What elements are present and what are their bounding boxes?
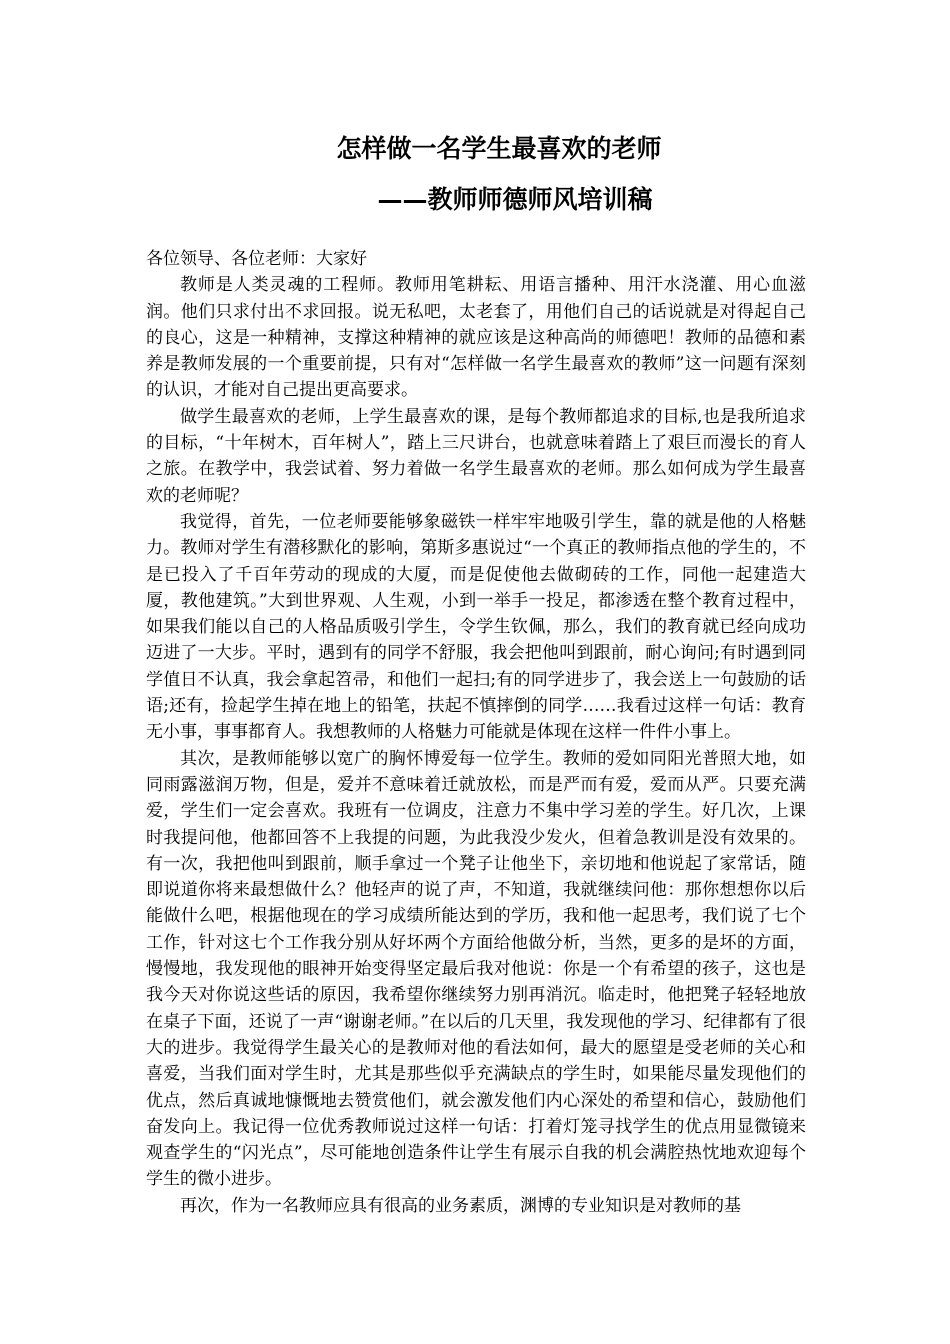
document-subtitle: ——教师师德师风培训稿 xyxy=(377,185,653,214)
paragraph-third: 再次，作为一名教师应具有很高的业务素质，渊博的专业知识是对教师的基 xyxy=(180,1195,741,1216)
document-title: 怎样做一名学生最喜欢的老师 xyxy=(336,134,662,163)
salutation: 各位领导、各位老师：大家好 xyxy=(146,249,367,269)
paragraph-goal: 做学生最喜欢的老师，上学生最喜欢的课，是每个教师都追求的目标,也是我所追求的目标，“十年树木，百年树人”，踏上三尺讲台，也就意味着踏上了艰巨而漫长的育人之旅。在教学中，我尝试着、努力着做一名学生最喜欢的老师。那么如何成为学生最喜欢的老师呢？ xyxy=(146,406,806,506)
paragraph-intro: 教师是人类灵魂的工程师。教师用笔耕耘、用语言播种、用汗水浇灌、用心血滋润。他们只求付出不求回报。说无私吧，太老套了，用他们自己的话说就是对得起自己的良心，这是一种精神，支撑这种精神的就应该是这种高尚的师德吧！教师的品德和素养是教师发展的一个重要前提，只有对“怎样做一名学生最喜欢的教师”这一问题有深刻的认识，才能对自己提出更高要求。 xyxy=(146,275,806,401)
document-body xyxy=(146,246,806,1219)
paragraph-second: 其次，是教师能够以宽广的胸怀博爱每一位学生。教师的爱如同阳光普照大地，如同雨露滋润万物，但是，爱并不意味着迁就放松，而是严而有爱，爱而从严。只要充满爱，学生们一定会喜欢。我班有一位调皮，注意力不集中学习差的学生。好几次，上课时我提问他，他都回答不上我提的问题，为此我没少发火，但着急教训是没有效果的。有一次，我把他叫到跟前，顺手拿过一个凳子让他坐下，亲切地和他说起了家常话，随即说道你将来最想做什么？他轻声的说了声，不知道，我就继续问他：那你想想你以后能做什么吧，根据他现在的学习成绩所能达到的学历，我和他一起思考，我们说了七个工作，针对这七个工作我分别从好坏两个方面给他做分析，当然，更多的是坏的方面，慢慢地，我发现他的眼神开始变得坚定最后我对他说：你是一个有希望的孩子，这也是我今天对你说这些话的原因，我希望你继续努力别再消沉。临走时，他把凳子轻轻地放在桌子下面，还说了一声“谢谢老师。”在以后的几天里，我发现他的学习、纪律都有了很大的进步。我觉得学生最关心的是教师对他的看法如何，最大的愿望是受老师的关心和喜爱，当我们面对学生时，尤其是那些似乎充满缺点的学生时，如果能尽量发现他们的优点，然后真诚地慷慨地去赞赏他们，就会激发他们内心深处的希望和信心，鼓励他们奋发向上。我记得一位优秀教师说过这样一句话：打着灯笼寻找学生的优点用显微镜来观查学生的“闪光点”，尽可能地创造条件让学生有展示自我的机会满腔热忱地欢迎每个学生的微小进步。 xyxy=(146,748,806,1190)
paragraph-first: 我觉得，首先，一位老师要能够象磁铁一样牢牢地吸引学生，靠的就是他的人格魅力。教师对学生有潜移默化的影响，第斯多惠说过“一个真正的教师指点他的学生的，不是已投入了千百年劳动的现成的大厦，而是促使他去做砌砖的工作，同他一起建造大厦，教他建筑。”大到世界观、人生观，小到一举手一投足，都渗透在整个教育过程中，如果我们能以自己的人格品质吸引学生，令学生钦佩，那么，我们的教育就已经向成功迈进了一大步。平时，遇到有的同学不舒服，我会把他叫到跟前，耐心询问;有时遇到同学值日不认真，我会拿起笤帚，和他们一起扫;有的同学进步了，我会送上一句鼓励的话语;还有，捡起学生掉在地上的铅笔，扶起不慎摔倒的同学……我看过这样一句话：教育无小事，事事都育人。我想教师的人格魅力可能就是体现在这样一件件小事上。 xyxy=(146,511,806,743)
